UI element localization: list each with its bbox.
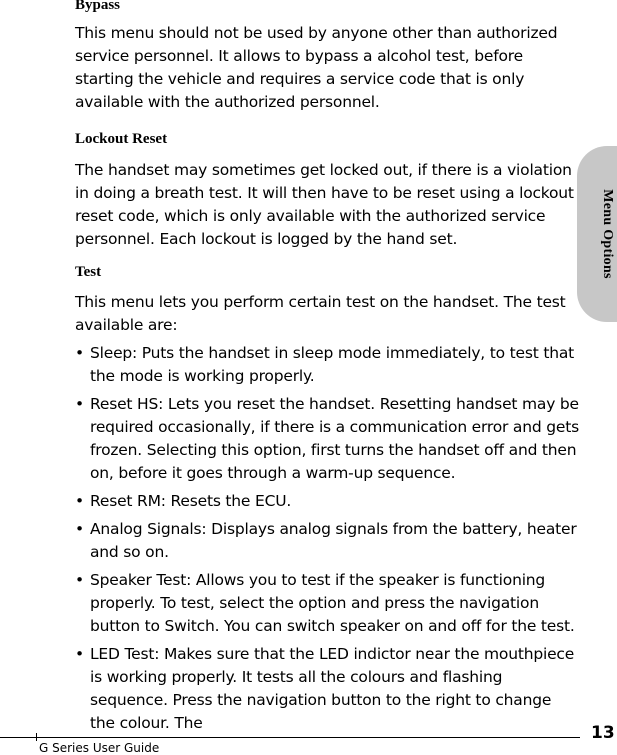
list-item — [75, 569, 580, 638]
chapter-tab-label: Menu Options — [600, 189, 615, 279]
footer-tick-mark — [36, 733, 37, 741]
heading-bypass: Bypass — [75, 0, 121, 13]
section-bypass — [75, 0, 580, 114]
list-item — [75, 393, 580, 485]
list-item — [75, 342, 580, 388]
bullet-icon: • — [75, 645, 84, 663]
section-lockout-reset — [75, 130, 580, 251]
paragraph-bypass: This menu should not be used by anyone other than authorized service personnel. It allows to bypass a alcohol test, before starting the vehicle and requires a service code that is only available with the authorized personnel. — [75, 24, 558, 111]
list-item-text: Analog Signals: Displays analog signals from the battery, heater and so on. — [90, 520, 577, 561]
list-item-text: LED Test: Makes sure that the LED indictor near the mouthpiece is working properly. It tests all the colours and flashing sequence. Press the navigation button to the right to change the colour. The — [90, 645, 575, 732]
footer-guide-name: G Series User Guide — [39, 741, 160, 755]
bullet-icon: • — [75, 571, 84, 589]
paragraph-lockout-reset: The handset may sometimes get locked out, if there is a violation in doing a breath test. It will then have to be reset using a lockout reset code, which is only available with the authorized service personnel. Each lockout is logged by the hand set. — [75, 161, 574, 248]
heading-test: Test — [75, 264, 102, 280]
bullet-icon: • — [75, 344, 84, 362]
bullet-icon: • — [75, 520, 84, 538]
paragraph-test: This menu lets you perform certain test on the handset. The test available are: — [75, 293, 566, 334]
list-item-text: Reset RM: Resets the ECU. — [90, 492, 292, 510]
list-item — [75, 490, 580, 513]
footer-divider — [0, 737, 580, 738]
list-item — [75, 518, 580, 564]
list-item-text: Speaker Test: Allows you to test if the speaker is functioning properly. To test, select the option and press the navigation button to Switch. You can switch speaker on and off for the test. — [90, 571, 575, 635]
list-item-text: Reset HS: Lets you reset the handset. Resetting handset may be required occasionally, if there is a communication error and gets frozen. Selecting this option, first turns the handset off and then on, before it goes through a warm-up sequence. — [90, 395, 579, 482]
bullet-icon: • — [75, 492, 84, 510]
section-test — [75, 263, 580, 735]
bullet-icon: • — [75, 395, 84, 413]
heading-lockout-reset: Lockout Reset — [75, 131, 168, 147]
list-item — [75, 643, 580, 735]
page-number: 13 — [591, 723, 615, 743]
test-options-list — [75, 342, 580, 735]
list-item-text: Sleep: Puts the handset in sleep mode immediately, to test that the mode is working properly. — [90, 344, 574, 385]
